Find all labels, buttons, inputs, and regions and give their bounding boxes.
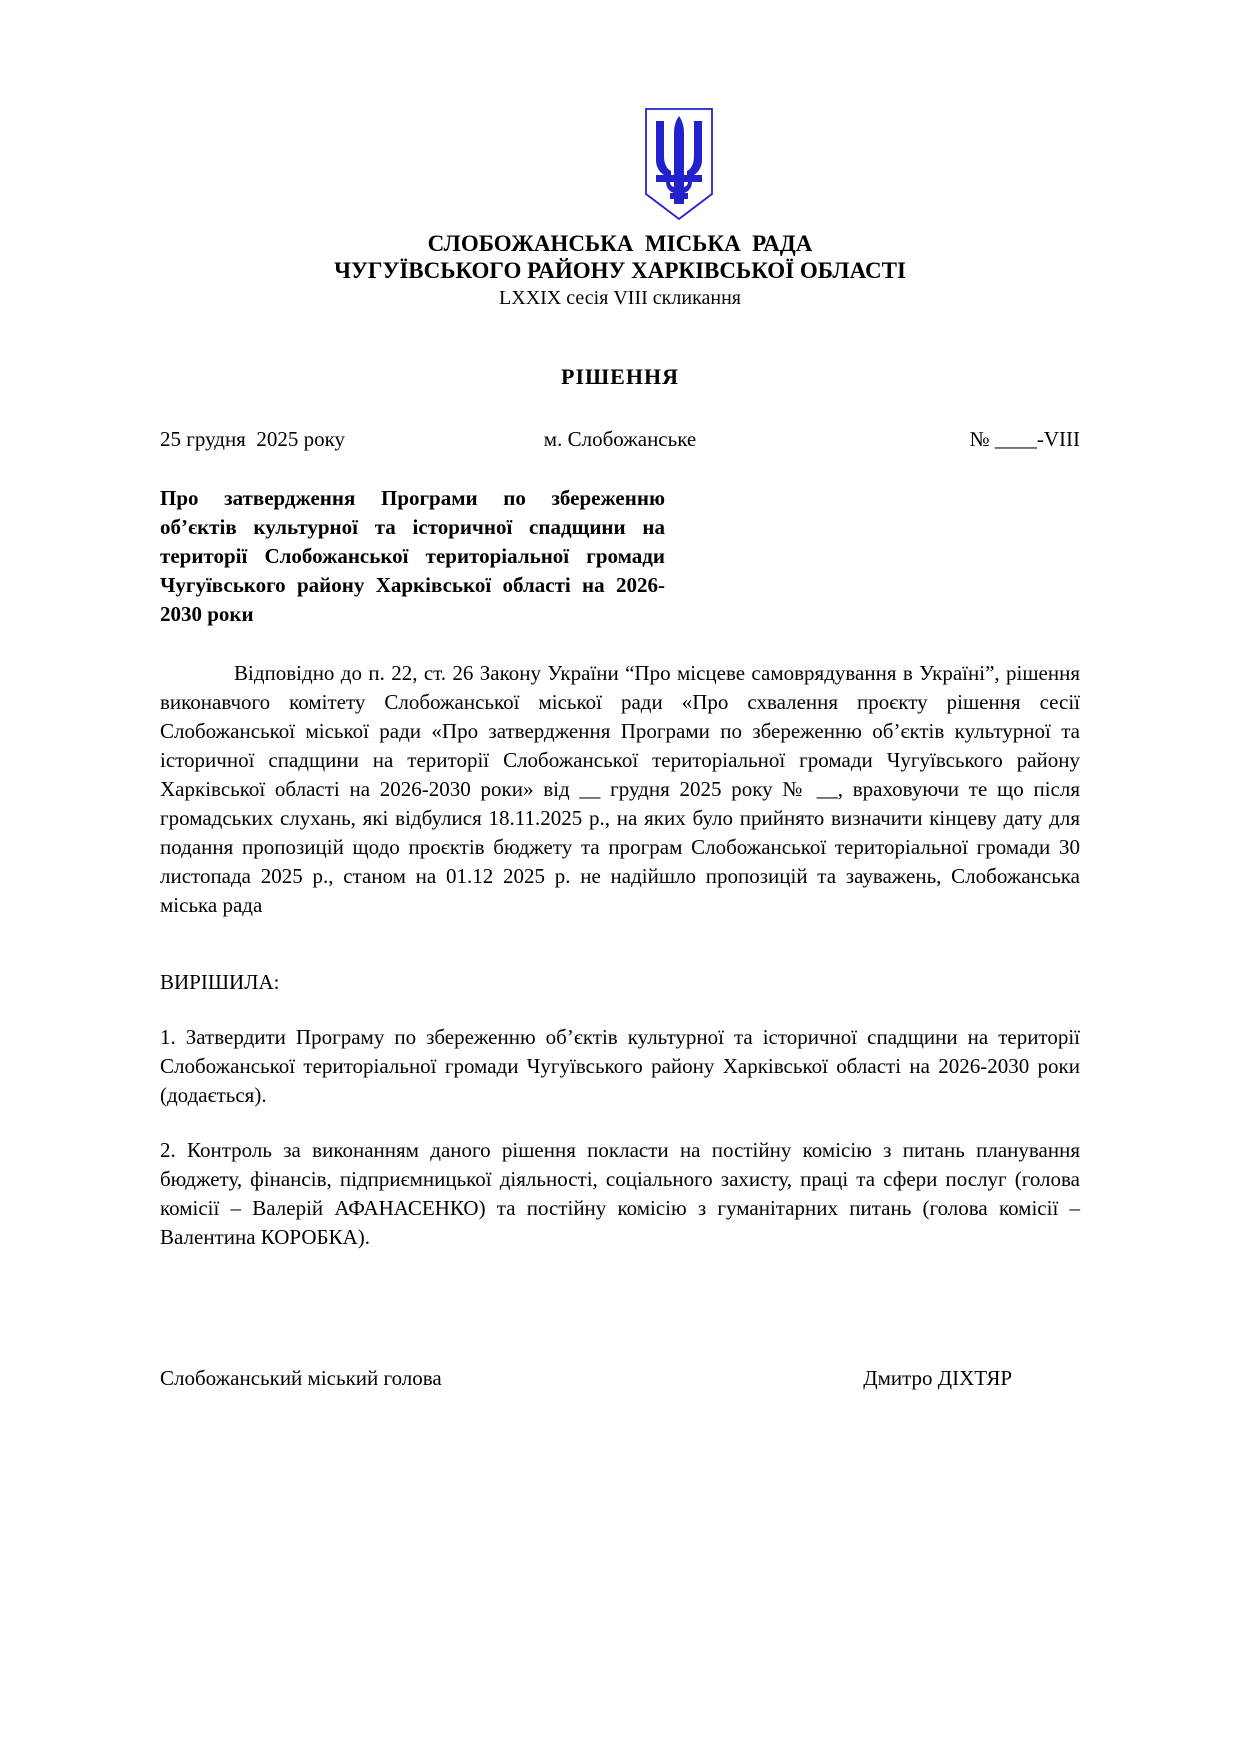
signer-name: Дмитро ДІХТЯР: [863, 1366, 1012, 1390]
subject-block: Про затвердження Програми по збереженню об’єктів культурної та історичної спадщини на території Слобожанської територіальної громади Чугуївського району Харківської області на 2026-2030 роки: [160, 486, 665, 626]
doc-place: м. Слобожанське: [543, 427, 697, 451]
decision-item-2: 2. Контроль за виконанням даного рішення покласти на постійну комісію з питань планування бюджету, фінансів, підприємницької діяльності, соціального захисту, праці та сфери послуг (голова комісії – Валерій АФАНАСЕНКО) та постійну комісію з гуманітарних питань (голова комісії – Валентина КОРОБКА).: [160, 1138, 1080, 1249]
session-line: LXXIX сесія VIII скликання: [499, 287, 741, 309]
doc-date: 25 грудня 2025 року: [160, 427, 346, 451]
doc-type-title: РІШЕННЯ: [561, 364, 679, 389]
resolved-label: ВИРІШИЛА:: [160, 970, 280, 994]
preamble-paragraph: Відповідно до п. 22, ст. 26 Закону України “Про місцеве самоврядування в Україні”, рішення виконавчого комітету Слобожанської міської ради «Про схвалення проєкту рішення сесії Слобожанської міської ради «Про затвердження Програми по збереженню об’єктів культурної та історичної спадщини на території Слобожанської територіальної громади Чугуївського району Харківської області на 2026-2030 роки» від __ грудня 2025 року № __, враховуючи те що після громадських слухань, які відбулися 18.11.2025 р., на яких було прийнято визначити кінцеву дату для подання пропозицій щодо проєктів бюджету та програм Слобожанської територіальної громади 30 листопада 2025 р., станом на 01.12 2025 р. не надійшло пропозицій та зауважень, Слобожанська міська рада: [160, 661, 1080, 917]
ukraine-trident-icon: [644, 108, 714, 220]
signer-title: Слобожанський міський голова: [160, 1366, 442, 1390]
org-name: СЛОБОЖАНСЬКА МІСЬКА РАДА: [427, 231, 813, 256]
emblem-container: [644, 108, 714, 220]
org-region: ЧУГУЇВСЬКОГО РАЙОНУ ХАРКІВСЬКОЇ ОБЛАСТІ: [334, 258, 906, 283]
doc-number: № ____-VIII: [969, 427, 1081, 451]
signature-row: [160, 1364, 1080, 1393]
decision-item-1: 1. Затвердити Програму по збереженню об’єктів культурної та історичної спадщини на території Слобожанської територіальної громади Чугуївського району Харківської області на 2026-2030 роки (додається).: [160, 1025, 1080, 1107]
meta-row: [160, 425, 1080, 454]
